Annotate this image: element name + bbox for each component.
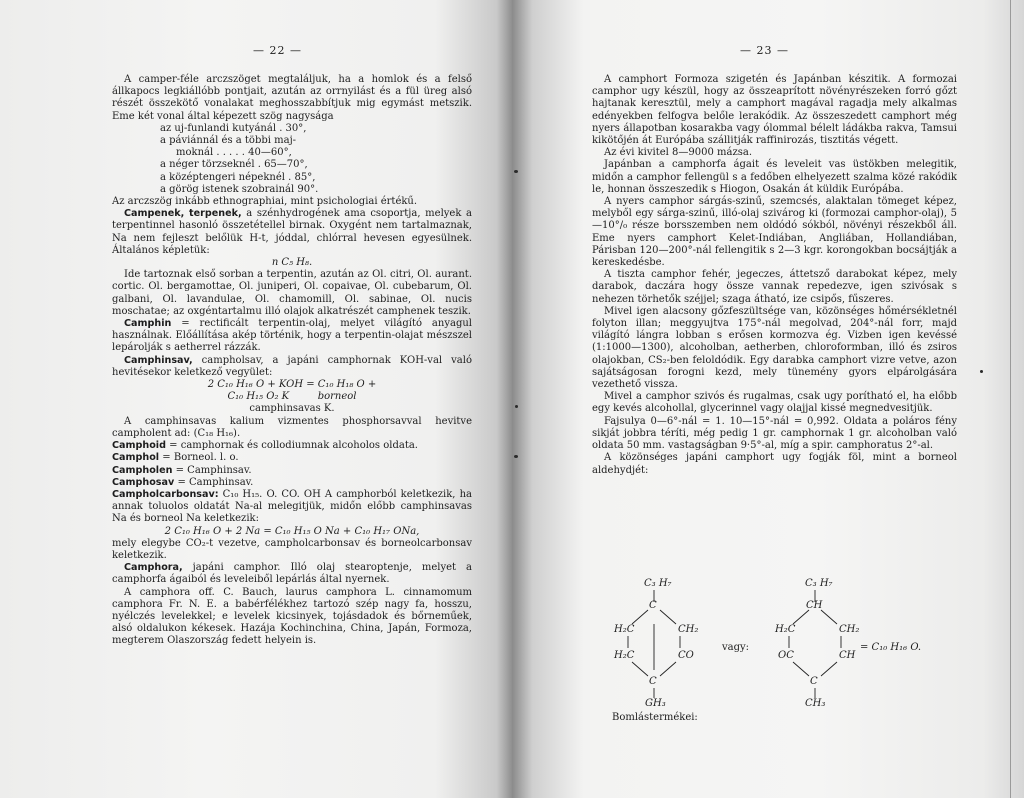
structure-label: C <box>810 676 818 687</box>
paragraph: Fajsulya 0—6°-nál = 1. 10—15°-nál = 0,992. Oldata a poláros fény sikját jobbra téríti, még pedig 1 gr. camphornak 1 gr. alcoholban való oldata 50 mm. vastagságban 9·5°-al, míg a spir. camphoratus 2°-al. <box>592 415 957 452</box>
reaction-formula: 2 C₁₀ H₁₆ O + KOH = C₁₀ H₁₈ O + <box>207 379 377 391</box>
reaction-formula: C₁₀ H₁₅ O₂ K borneol <box>227 391 357 403</box>
entry-text: = camphornak és collodiumnak alcoholos oldata. <box>169 440 418 452</box>
angle-list-item: az uj-funlandi kutyánál . 30°, <box>160 122 307 134</box>
headword: Camphora, <box>124 562 183 574</box>
entry-text: japáni camphor. Illó olaj stearoptenje, melyet a camphorfa ágaiból és leveleiből lepárlás által nyernek. <box>112 562 472 586</box>
entry-campholen <box>112 465 472 477</box>
entry-text: campholsav, a japáni camphornak KOH-val való hevitésekor keletkező vegyület: <box>112 354 472 378</box>
right-page <box>512 0 1024 798</box>
left-page-body <box>112 74 472 648</box>
structure-label: CH <box>806 600 823 611</box>
headword: Camphoid <box>112 440 166 452</box>
entry-text: = rectificált terpentin-olaj, melyet világító anyagul használnak. Előállítása akép történik, hogy a terpentin-olajat mészszel lepárolják s aetherrel rázzák. <box>112 318 472 354</box>
structure-label: CO <box>678 650 694 661</box>
entry-camphosav <box>112 477 472 489</box>
paragraph: A camphora off. C. Bauch, laurus camphora L. cinnamomum camphora Fr. N. E. a babérfélékhez tartozó szép nagy fa, hosszu, nyélczés levelekkel; e levelek kicsinyek, tojásdadok és bőrneműek, alsó oldalukon kékesek. Hazája Kochinchina, China, Japán, Formoza, megterem Olaszország fedett helyein is. <box>112 586 472 647</box>
structure-label: CH <box>839 650 856 661</box>
entry-text: = Borneol. l. o. <box>162 452 239 464</box>
paragraph: Japánban a camphorfa ágait és leveleit vas üstökben melegitik, midőn a camphor fellengül s a fedőben elhelyezett szalma közé rakódik le, honnan összeszedik s Hiogon, Osakán át küldik Európába. <box>592 159 957 195</box>
scan-blot <box>514 455 518 458</box>
structure-label: C₃ H₇ <box>644 578 672 589</box>
structure-label: H₂C <box>775 624 796 635</box>
entry-text: a szénhydrogének ama csoportja, melyek a terpentinnel hasonló összetétellel birnak. Oxygént nem tartalmaznak, Na nem fejleszt belőlük H-t, jóddal, chlórral hevesen egyesülnek. Általános képletük: <box>112 208 472 256</box>
angle-list-item: a görög istenek szobrainál 90°. <box>160 183 319 195</box>
entry-camphora <box>112 562 472 586</box>
reaction-formula: 2 C₁₀ H₁₆ O + 2 Na = C₁₀ H₁₅ O Na + C₁₀ H₁₇ ONa, <box>164 525 420 537</box>
structure-label: CH₂ <box>678 624 699 635</box>
headword: Campholen <box>112 464 173 476</box>
angle-list-item: a középtengeri népeknél . 85°, <box>160 171 316 183</box>
structure-label: H₂C <box>614 624 635 635</box>
paragraph: Mivel igen alacsony gőzfeszültsége van, közönséges hőmérsékletnél folyton illan; meggyujtva 175°-nál megolvad, 204°-nál forr, majd világító lángra lobban s erősen kormozva ég. Vizben igen kevéssé (1:1000—1300), alcoholban, aetherben, chloroformban, illó és zsiros olajokban, CS₂-ben feloldódik. Egy darabka camphort vizre vetve, azon sajátságosan forogni kezd, mely tünemény gyors elpárolgására vezethető vissza. <box>592 305 957 391</box>
angle-list-item: a néger törzseknél . 65—70°, <box>160 159 308 171</box>
structure-label: H₂C <box>614 650 635 661</box>
structure-label: CH₂ <box>839 624 860 635</box>
structure-label: CH₃ <box>805 698 826 709</box>
page-number: — 22 — <box>253 44 302 57</box>
structure-label: OC <box>778 650 794 661</box>
reaction-formula: camphinsavas K. <box>249 403 335 415</box>
entry-text: = Camphinsav. <box>175 464 252 476</box>
structure-formula: = C₁₀ H₁₆ O. <box>860 642 922 653</box>
formula: n C₅ H₈. <box>271 257 313 269</box>
paragraph: Az arczszög inkább ethnographiai, mint psichologiai értékű. <box>112 196 418 208</box>
structure-label: GH₃ <box>645 698 666 709</box>
structure-label: C <box>649 676 657 687</box>
page-number: — 23 — <box>740 44 789 57</box>
paragraph: A camphinsavas kalium vizmentes phosphorsavval hevitve campholent ad: (C₁₈ H₁₆). <box>112 415 472 439</box>
paragraph: A közönséges japáni camphort ugy fogják föl, mint a borneol aldehydjét: <box>592 452 957 476</box>
paragraph: A tiszta camphor fehér, jegeczes, áttetsző darabokat képez, mely darabok, daczára hogy össze vannak repedezve, igen szivósak s nehezen törhetők széjjel; szaga átható, ize csipős, fűszeres. <box>592 269 957 305</box>
entry-camphin <box>112 318 472 355</box>
headword: Camphinsav, <box>124 354 193 366</box>
entry-text: = Camphinsav. <box>177 476 254 488</box>
angle-list-item: moknál . . . . . 40—60°, <box>176 147 292 159</box>
section-lead: Bomlástermékei: <box>612 712 698 723</box>
entry-campenek <box>112 208 472 257</box>
paragraph: Ide tartoznak első sorban a terpentin, azután az Ol. citri, Ol. aurant. cortic. Ol. bergamottae, Ol. juniperi, Ol. copaivae, Ol. cubebarum, Ol. galbani, Ol. lavandulae, Ol. chamomill, Ol. sabinae, Ol. nucis moschatae; az oxgéntartalmu illó olajok alkatrészét camphenek teszik. <box>112 269 472 317</box>
scan-blot <box>514 170 518 173</box>
camphor-structure-diagram <box>592 578 972 723</box>
entry-text: C₁₀ H₁₅. O. CO. OH A camphorból keletkezik, ha annak toluolos oldatát Na-al melegitjük, midőn előbb camphinsavas Na és borneol Na keletkezik: <box>112 488 472 525</box>
paragraph: A camper-féle arczszöget megtaláljuk, ha a homlok és a felső állkapocs legkiállóbb pontjait, azután az orrnyilást és a fül üreg alsó részét összekötő vonalakat meghosszabbítjuk mig egymást metszik. Eme két vonal által képezett szög nagysága <box>112 74 472 122</box>
structure-label: C₃ H₇ <box>805 578 833 589</box>
paragraph: Az évi kivitel 8—9000 mázsa. <box>604 147 753 159</box>
headword: Camphin <box>124 318 172 330</box>
paragraph: mely elegybe CO₂-t vezetve, campholcarbonsav és borneolcarbonsav keletkezik. <box>112 537 472 561</box>
headword: Camphol <box>112 452 160 464</box>
entry-camphol <box>112 452 472 464</box>
headword: Campholcarbonsav: <box>112 488 219 500</box>
paragraph: A nyers camphor sárgás-szinű, szemcsés, alaktalan tömeget képez, melyből egy sárga-szinű, illó-olaj szivárog ki (formozai camphor-olaj), 5—10°/₀ része borsszemben nem oldódó sókból, növényi részekből áll. Eme nyers camphort Kelet-Indiában, Angliában, Hollandiában, Párisban 120—200°-nál fellengitik s 2—3 kgr. korongokban bocsájtják a kereskedésbe. <box>592 196 957 269</box>
structure-label: C <box>649 600 657 611</box>
headword: Campenek, terpenek, <box>124 208 242 220</box>
paragraph: A camphort Formoza szigetén és Japánban készitik. A formozai camphor ugy készül, hogy az összeaprított növényrészeken forró gőzt hajtanak keresztül, mely a camphort magával ragadja mely alkalmas edényekben felfogva belőle lerakódik. Az összeszedett camphort még nyers állapotban kosarakba vagy ólommal bélelt ládákba rakva, Tamsui kikötőjén át Európába szállitják raffinirozás, tisztitás végett. <box>592 74 957 147</box>
entry-camphinsav <box>112 355 472 379</box>
entry-campholcarbonsav <box>112 489 472 526</box>
headword: Camphosav <box>112 476 175 488</box>
right-page-body <box>592 74 957 477</box>
scan-blot <box>980 370 983 373</box>
alternative-label: vagy: <box>722 642 750 653</box>
angle-list-item: a páviánnál és a többi maj- <box>160 135 297 147</box>
paragraph: Mivel a camphor szivós és rugalmas, csak ugy porítható el, ha előbb egy kevés alcohollal, glycerinnel vagy olajjal kissé megnedvesitjük. <box>592 391 957 415</box>
entry-camphoid <box>112 440 472 452</box>
page-edge <box>1010 0 1011 798</box>
scan-blot <box>515 405 518 408</box>
